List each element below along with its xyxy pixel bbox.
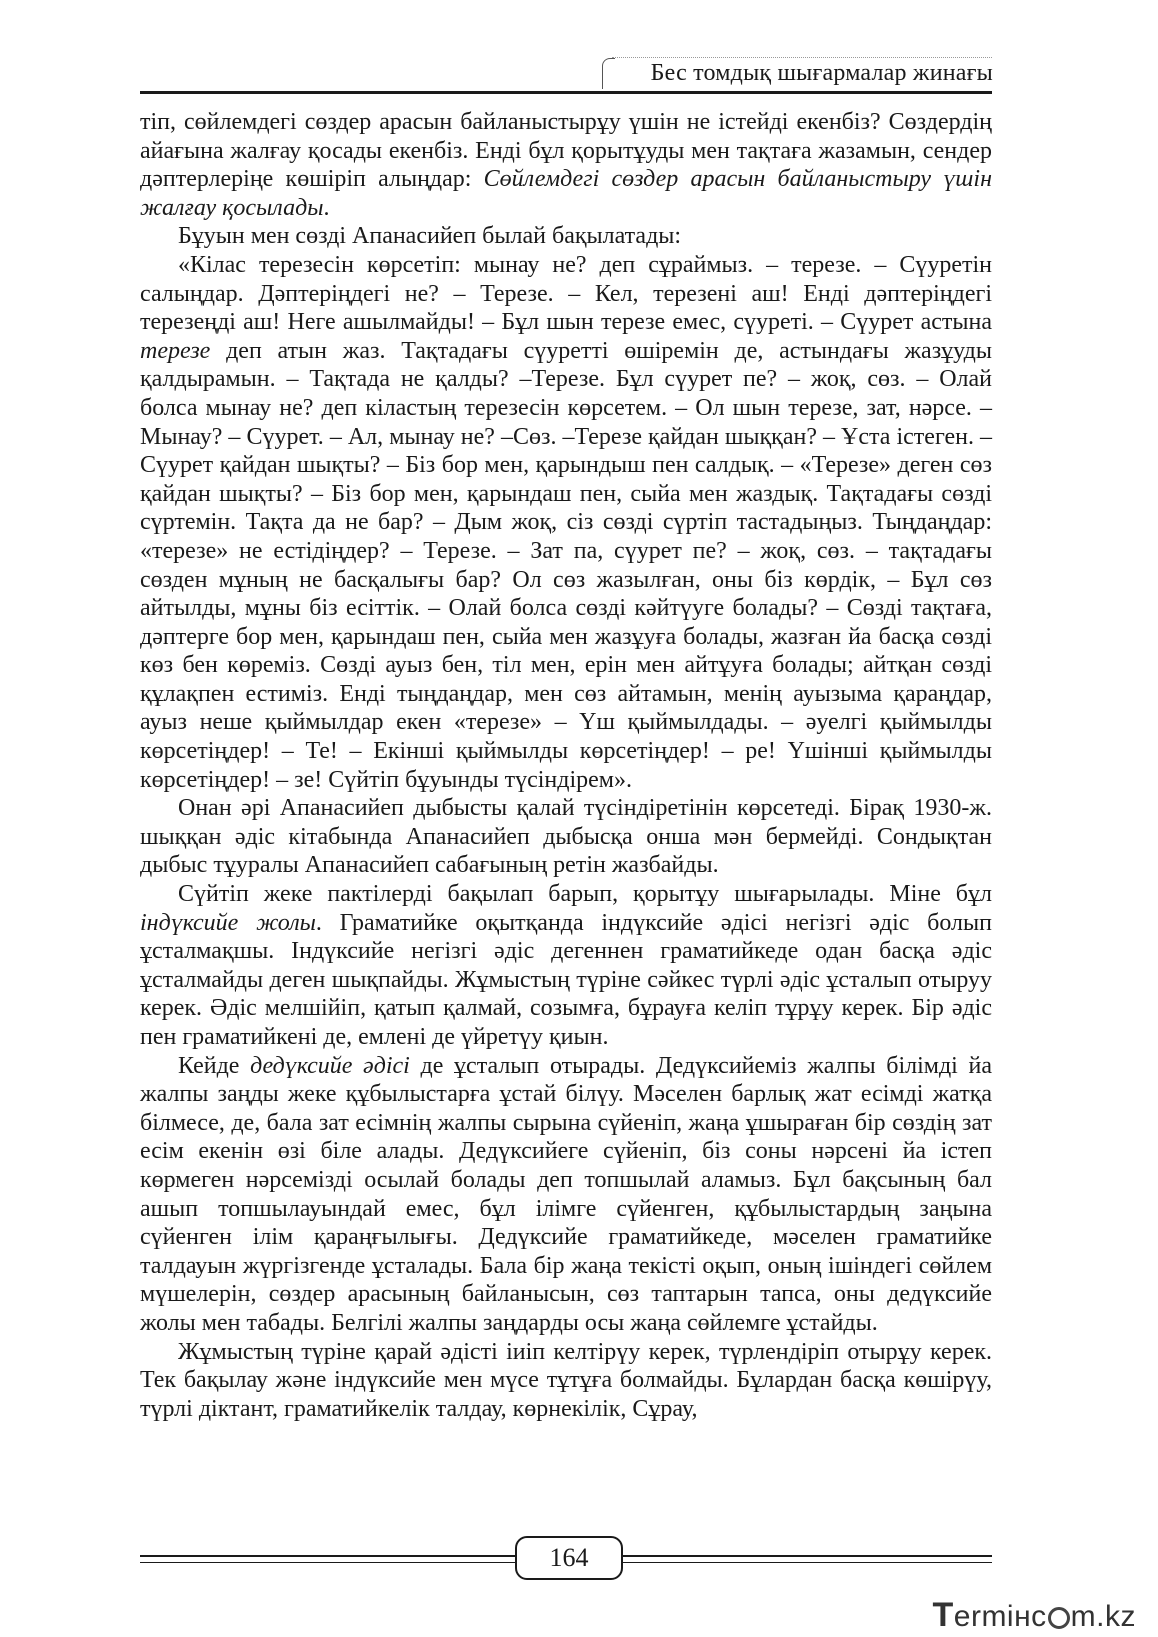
- watermark-t: T: [932, 1596, 954, 1634]
- header-dotted-rule: [612, 57, 992, 58]
- italic-quote: Сөйлемдегі сөздер арасын байланыстыру үшін жалғау қосылады: [140, 166, 992, 221]
- paragraph-6: Кейде дедүксийе әдісі де ұсталып отырады. Дедүксийеміз жалпы білімді йа жалпы заңды жеке құбылыстарға ұстай білүу. Мәселен барлық жат есімді жатқа білмесе, де, бала зат есімнің жалпы сырына сүйеніп, жаңа ұшыраған бір сөздің зат есім екенін өзі біле алады. Дедүксийеге сүйеніп, біз соны нәрсені йа істеп көрмеген нәрсемізді осылай болады деп топшылай аламыз. Бұл бақсының бал ашып топшылауындай емес, бұл ілімге сүйенген, құбылыстардың заңына сүйенген ілім қараңғылығы. Дедүксийе граматийкеде, мәселен граматийке талдауын жүргізгенде ұсталады. Бала бір жаңа текісті оқып, оның ішіндегі сөйлем мүшелерін, сөздер арасының байланысын, сөз таптарын тапса, оны дедүксийе жолы мен табады. Белгілі жалпы заңдарды осы жаңа сөйлемге ұстайды.: [140, 1052, 992, 1336]
- header-bracket-ornament: [602, 58, 615, 89]
- watermark-text-2: m.kz: [1070, 1600, 1136, 1633]
- magnifier-icon: [1048, 1607, 1070, 1629]
- paragraph-1: тіп, сөйлемдегі сөздер арасын байланыстырұу үшін не істейді екенбіз? Сөздердің айағына жалғау қосады екенбіз. Енді бұл қорытұуды мен тақтаға жазамын, сендер дәптерлеріңе көшіріп алыңдар: Сөйлемдегі сөздер арасын байланыстыру үшін жалғау қосылады.: [140, 109, 992, 221]
- paragraph-7: Жұмыстың түріне қарай әдісті іиіп келтірүу керек, түрлендіріп отырұу керек. Тек бақылау және індүксийе мен мүсе тұтұға болмайды. Бұлардан басқа көшірүу, түрлі діктант, граматийкелік талдау, көрнекілік, Сұрау,: [140, 1338, 992, 1422]
- italic-term: індүксийе жолы: [140, 909, 316, 936]
- page-number: [515, 1536, 623, 1580]
- running-header-title: Бес томдық шығармалар жинағы: [650, 60, 993, 86]
- paragraph-3: «Кілас терезесін көрсетіп: мынау не? деп сұраймыз. – терезе. – Сүуретін салыңдар. Дәптеріңдегі не? – Терезе. – Кел, терезені аш! Енді дәптеріңдегі терезеңді аш! Неге ашылмайды! – Бұл шын терезе емес, сүуреті. – Сүурет астына терезе деп атын жаз. Тақтадағы сүуретті өшіремін де, астындағы жазұуды қалдырамын. – Тақтада не қалды? –Терезе. Бұл сүурет пе? – жоқ, сөз. – Олай болса мынау не? деп кіластың терезесін көрсетем. – Ол шын терезе, зат, нәрсе. – Мынау? – Сүурет. – Ал, мынау не? –Сөз. –Терезе қайдан шыққан? – Ұста істеген. – Сүурет қайдан шықты? – Біз бор мен, қарындыш пен салдық. – «Терезе» деген сөз қайдан шықты? – Біз бор мен, қарындаш пен, сыйа мен жаздық. Тақтадағы сөзді сүртемін. Тақта да не бар? – Дым жоқ, сіз сөзді сүртіп тастадыңыз. Тыңдаңдар: «терезе» не естідіңдер? – Терезе. – Зат па, сүурет пе? – жоқ, сөз. – тақтадағы сөзден мұның не басқалығы бар? Ол сөз жазылған, оны біз көрдік, – Бұл сөз айтылды, мұны біз есіттік. – Олай болса сөзді кәйтүуге болады? – Сөзді тақтаға, дәптерге бор мен, қарындаш пен, сыйа мен жазұуға болады, жазған йа басқа сөзді көз бен көреміз. Сөзді ауыз бен, тіл мен, ерін мен айтұуға болады; айтқан сөзді құлақпен естиміз. Енді тыңдаңдар, мен сөз айтамын, менің ауызыма қараңдар, ауыз неше қыймылдар екен «терезе» – Үш қыймылдады. – әуелгі қыймылды көрсетіңдер! – Те! – Екінші қыймылды көрсетіңдер! – ре! Үшінші қыймылды көрсетіңдер! – зе! Сүйтіп бұуынды түсіндірем».: [140, 251, 992, 793]
- italic-term: терезе: [140, 337, 211, 364]
- italic-term: дедүксийе әдісі: [250, 1052, 410, 1079]
- watermark-text-1: ermінc: [953, 1600, 1047, 1633]
- paragraph-4: Онан әрі Апанасийеп дыбысты қалай түсіндіретінін көрсетеді. Бірақ 1930-ж. шыққан әдіс кітабында Апанасийеп дыбысқа онша мән бермейді. Сондықтан дыбыс тұуралы Апанасийеп сабағының ретін жазбайды.: [140, 795, 992, 879]
- page-body: [140, 108, 992, 1423]
- paragraph-2: Бұуын мен сөзді Апанасийеп былай бақылатады:: [178, 223, 682, 250]
- watermark-logo: [932, 1596, 1136, 1635]
- page-number-text: 164: [549, 1543, 589, 1572]
- header-rule: [140, 91, 992, 94]
- paragraph-5: Сүйтіп жеке пактілерді бақылап барып, қорытұу шығарылады. Міне бұл індүксийе жолы. Граматийке оқытқанда індүксийе әдісі негізгі әдіс болып ұсталмақшы. Індүксийе негізгі әдіс дегеннен граматийкеде одан басқа әдіс ұсталмайды деген шықпайды. Жұмыстың түріне сәйкес түрлі әдіс ұсталып отыруу керек. Әдіс мелшійіп, қатып қалмай, созымға, бұрауға келіп тұрұу керек. Бір әдіс пен граматийкені де, емлені де үйретүу қиын.: [140, 881, 992, 1050]
